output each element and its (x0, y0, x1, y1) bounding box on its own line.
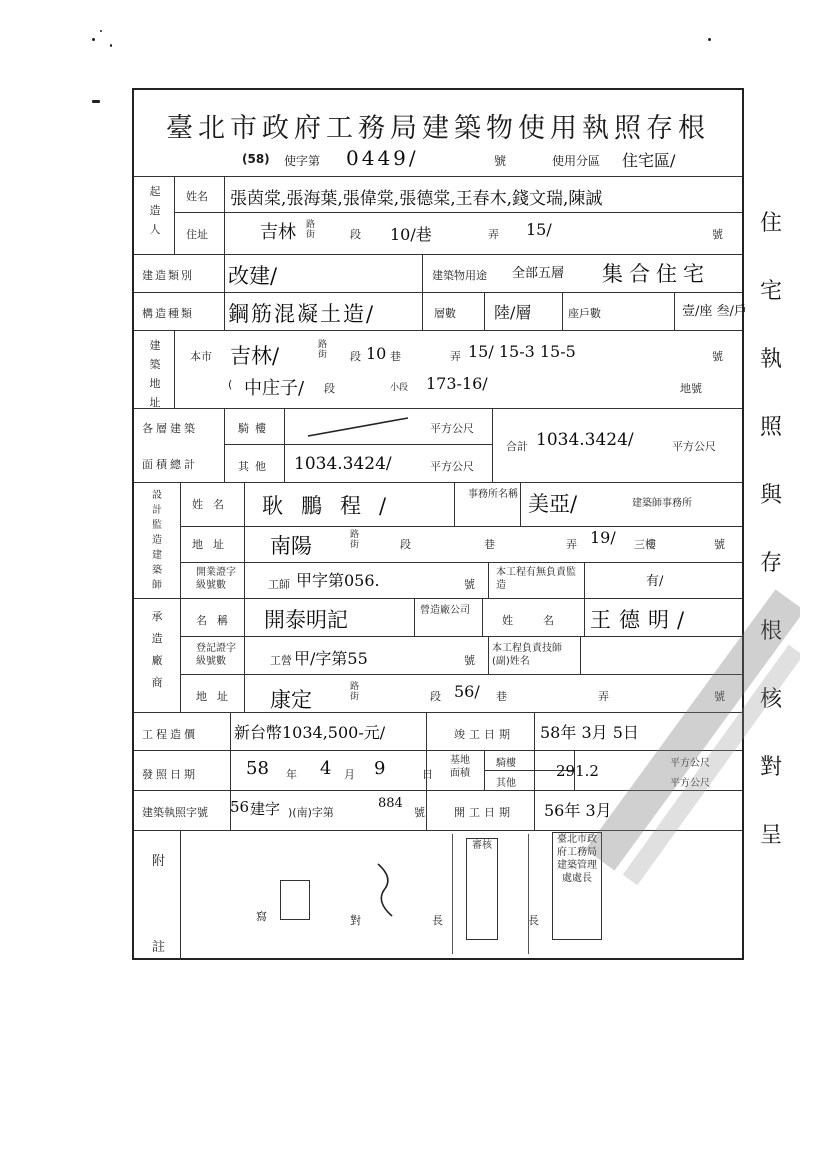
rule (454, 482, 455, 526)
rule (134, 482, 742, 483)
contractor-address-label: 地址 (196, 690, 238, 703)
construction-type-value: 改建/ (228, 264, 278, 288)
issue-date-label: 發照日期 (142, 768, 198, 781)
rule (134, 176, 742, 177)
tech-label: 本工程負責技師(副)姓名 (492, 643, 562, 667)
rule (484, 750, 485, 790)
scan-speck (92, 38, 95, 41)
applicant-lane-value: 10/巷 (390, 225, 432, 244)
form-title: 臺北市政府工務局建築物使用執照存根 (166, 113, 710, 144)
registration-hao: 號 (464, 654, 475, 667)
rule (224, 176, 225, 254)
base-arcade-label: 騎樓 (496, 758, 516, 769)
building-use-prefix: 全部五層 (512, 266, 565, 281)
rule (528, 834, 529, 954)
architect-road-value: 南陽 (270, 534, 312, 558)
registration-value: 甲/字第55 (294, 649, 368, 668)
hao-label: 號 (712, 228, 723, 241)
applicant-address-label: 住址 (186, 228, 208, 241)
road-label: 路街 (350, 530, 360, 550)
scan-speck (100, 30, 102, 32)
permit-year-value: 56 (230, 798, 250, 816)
registration-label: 登記證字級號數 (196, 643, 236, 667)
architect-name: 耿鵬程/ (262, 494, 405, 518)
section-value: 中庄子/ (244, 378, 305, 399)
issue-day: 9 (374, 758, 386, 779)
rule (520, 482, 521, 526)
road-label: 路街 (318, 340, 328, 360)
completion-value: 58年 3月 5日 (540, 723, 639, 742)
section-label: 段 (324, 382, 335, 395)
architect-alley-value: 19/ (590, 528, 616, 547)
total-label: 合計 (506, 440, 528, 453)
applicant-name-label: 姓名 (186, 190, 208, 203)
rule (224, 254, 225, 330)
floor-area-total-label: 面積總計 (142, 458, 198, 471)
scan-speck (708, 38, 711, 41)
base-area-value: 291.2 (556, 762, 599, 780)
office-value: 美亞/ (528, 492, 578, 516)
duan-label: 段 (400, 538, 411, 551)
alley-label: 弄 (488, 228, 499, 241)
paren-open: ( (228, 378, 233, 391)
rule (180, 830, 181, 960)
construction-type-label: 建造類別 (142, 269, 194, 282)
rule (224, 408, 225, 482)
permit-number-label: 建築執照字號 (142, 806, 208, 819)
supervise-value: 有/ (646, 574, 664, 589)
other-area-value: 1034.3424/ (294, 454, 392, 474)
applicant-label: 起造人 (149, 185, 161, 236)
permit-year: (58) (242, 152, 270, 166)
road-label: 路街 (350, 682, 360, 702)
rule (134, 330, 742, 331)
stamp-label-write: 寫 (256, 910, 267, 923)
rule (180, 482, 181, 712)
rule (562, 292, 563, 330)
permit-hao: 號 (414, 806, 425, 819)
blank-strike (304, 414, 414, 440)
contractor-name-label: 名稱 (196, 614, 238, 627)
rule (484, 292, 485, 330)
stamp-label-head: 長 (528, 914, 539, 927)
lane-label: 巷 (390, 350, 401, 363)
license-label: 開業證字級號數 (196, 567, 236, 591)
structure-label: 構造種類 (142, 307, 194, 320)
stamp-box (280, 880, 310, 920)
office-suffix: 建築師事務所 (632, 498, 692, 509)
hao-label: 號 (712, 350, 723, 363)
remarks-label-2: 註 (152, 940, 166, 955)
structure-value: 鋼筋混凝土造/ (228, 302, 376, 326)
contractor-duan-value: 56/ (454, 682, 480, 701)
area-unit: 平方公尺 (670, 758, 710, 769)
permit-number-value: 884 (378, 796, 403, 811)
permit-hao: 號 (494, 154, 507, 168)
architect-address-label: 地址 (192, 538, 234, 551)
license-prefix: 工師 (268, 578, 290, 591)
rule (534, 712, 535, 830)
supervise-label: 本工程有無負責監造 (496, 567, 576, 591)
month-label: 月 (344, 768, 355, 781)
office-label: 事務所名稱 (468, 489, 518, 500)
registration-prefix: 工營 (270, 654, 292, 667)
chief-seal: 臺北市政府工務局建築管理處處長 (552, 832, 602, 940)
floors-value: 陸/層 (494, 303, 532, 322)
lot-label: 地號 (680, 382, 702, 395)
rule (174, 212, 742, 213)
rule (488, 562, 489, 598)
contractor-road-value: 康定 (270, 688, 312, 712)
rule (224, 444, 492, 445)
duan-label: 段 (350, 350, 361, 363)
area-unit: 平方公尺 (430, 422, 474, 435)
zone-value: 住宅區/ (622, 151, 676, 170)
applicant-alley-value: 15/ (526, 220, 552, 239)
other-label: 其他 (238, 460, 272, 473)
site-numbers: 15/ 15-3 15-5 (468, 342, 576, 361)
rule (174, 176, 175, 254)
issue-month: 4 (320, 758, 332, 779)
subsection-label: 小段 (390, 383, 409, 393)
contractor-name: 開泰明記 (264, 608, 348, 632)
rule (452, 834, 453, 954)
rule (414, 598, 415, 636)
remarks-label-1: 附 (152, 854, 166, 869)
site-lane-value: 10 (366, 344, 387, 363)
lane-label: 巷 (484, 538, 495, 551)
contractor-person: 王德明/ (590, 608, 693, 632)
year-label: 年 (286, 768, 297, 781)
cost-value: 新台幣1034,500-元/ (234, 723, 386, 742)
arcade-label: 騎樓 (238, 422, 272, 435)
rule (134, 254, 742, 255)
alley-label: 弄 (598, 690, 609, 703)
start-date-label: 開工日期 (454, 806, 514, 819)
stamp-label-check: 對 (350, 914, 361, 927)
alley-label: 弄 (566, 538, 577, 551)
check-signature (374, 860, 400, 922)
duan-label: 段 (430, 690, 441, 703)
road-label: 路街 (306, 220, 316, 240)
rule (244, 482, 245, 712)
architect-floor-value: 三樓 (634, 538, 656, 551)
base-other-label: 其他 (496, 778, 516, 789)
lane-label: 巷 (496, 690, 507, 703)
rule (482, 598, 483, 636)
cost-label: 工程造價 (142, 728, 198, 741)
site-label: 建築地址 (149, 339, 161, 409)
base-area-label: 基地面積 (450, 755, 470, 779)
start-date-value: 56年 3月 (544, 801, 612, 820)
rule (284, 408, 285, 482)
contractor-person-label: 姓名 (502, 614, 584, 627)
households-value: 壹/座 叁/戶 (682, 304, 747, 319)
zone-label: 使用分區 (552, 154, 601, 168)
area-unit: 平方公尺 (670, 778, 710, 789)
contractor-label: 承造廠商 (151, 610, 163, 689)
permit-number: 0449/ (346, 146, 419, 170)
building-use-value: 集合住宅 (602, 262, 710, 286)
rule (180, 526, 742, 527)
architect-name-label: 姓名 (192, 498, 234, 511)
margin-annotation: 住宅執照 與存根核對 呈 (760, 211, 783, 848)
permit-word-value: 建字 (250, 800, 281, 818)
rule (174, 330, 175, 408)
total-area-value: 1034.3424/ (536, 430, 634, 450)
license-hao: 號 (464, 578, 475, 591)
rule (134, 292, 742, 293)
building-use-label: 建築物用途 (432, 269, 487, 282)
scan-speck (92, 100, 100, 103)
hao-label: 號 (714, 690, 725, 703)
lot-value: 173-16/ (426, 374, 488, 393)
total-unit: 平方公尺 (672, 440, 716, 453)
contractor-type-label: 營造廠公司 (420, 605, 470, 616)
completion-label: 竣工日期 (454, 728, 514, 741)
issue-year: 58 (246, 758, 269, 779)
applicant-road-value: 吉林 (260, 222, 296, 243)
rule (488, 636, 489, 674)
alley-label: 弄 (450, 350, 461, 363)
license-value: 甲字第056. (296, 571, 380, 590)
site-road-value: 吉林/ (230, 344, 280, 368)
day-label: 日 (422, 768, 433, 781)
rule (422, 254, 423, 330)
permit-suffix: )(南)字第 (288, 806, 334, 819)
architect-label: 設計監造建築師 (152, 490, 162, 591)
scan-speck (110, 44, 112, 47)
floors-label: 層數 (434, 307, 456, 320)
stamp-smudge (560, 560, 800, 890)
hao-label: 號 (714, 538, 725, 551)
duan-label: 段 (350, 228, 361, 241)
rule (674, 292, 675, 330)
reviewer-seal: 審核 (466, 838, 498, 940)
rule (134, 408, 742, 409)
households-label: 座戶數 (568, 307, 601, 320)
applicant-names: 張茵棠,張海葉,張偉棠,張德棠,王春木,錢文瑞,陳誠 (230, 189, 603, 209)
floor-area-label: 各層建築 (142, 422, 198, 435)
permit-prefix: 使字第 (284, 154, 321, 168)
city-label: 本市 (190, 350, 212, 363)
rule (492, 408, 493, 482)
area-unit: 平方公尺 (430, 460, 474, 473)
stamp-label-chief: 長 (432, 914, 443, 927)
